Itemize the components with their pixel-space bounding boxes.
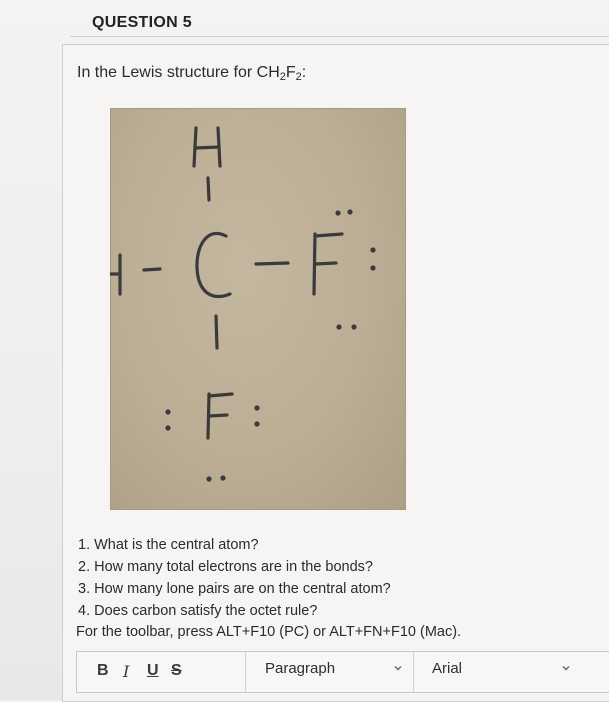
bond-right [256, 263, 288, 264]
bond-top [208, 178, 209, 200]
lone-pair-dots [165, 209, 375, 481]
question-prompt: In the Lewis structure for $CH_2F_2$: [77, 64, 307, 83]
toolbar-divider [245, 652, 246, 692]
underline-button[interactable]: U [147, 662, 159, 679]
list-item: 3. How many lone pairs are on the central atom? [78, 581, 391, 597]
strikethrough-button[interactable]: S [171, 662, 182, 679]
question-list [78, 534, 391, 622]
editor-toolbar [76, 651, 609, 693]
toolbar-hint: For the toolbar, press ALT+F10 (PC) or ALT+FN+F10 (Mac). [76, 624, 462, 640]
question-header: QUESTION 5 [92, 14, 192, 31]
list-item: 4. Does carbon satisfy the octet rule? [78, 603, 318, 619]
bold-button[interactable]: B [97, 662, 109, 679]
italic-button[interactable]: I [123, 662, 130, 681]
f-right-glyph [314, 234, 342, 294]
chevron-down-icon[interactable] [394, 664, 402, 672]
lewis-structure-photo [110, 108, 406, 510]
bond-bottom [216, 316, 217, 348]
lewis-structure-drawing [110, 108, 406, 510]
list-item: 1. What is the central atom? [78, 537, 259, 553]
bond-left [144, 269, 160, 270]
f-bottom-glyph [208, 394, 232, 438]
header-divider [70, 36, 609, 37]
h-top-glyph [194, 128, 220, 166]
font-family-select[interactable]: Arial [432, 660, 463, 677]
toolbar-divider [413, 652, 414, 692]
list-item: 2. How many total electrons are in the bonds? [78, 559, 373, 575]
paragraph-format-select[interactable]: Paragraph [265, 660, 336, 677]
carbon-glyph [197, 234, 230, 297]
chevron-down-icon[interactable] [562, 664, 570, 672]
h-left-glyph [110, 253, 120, 294]
